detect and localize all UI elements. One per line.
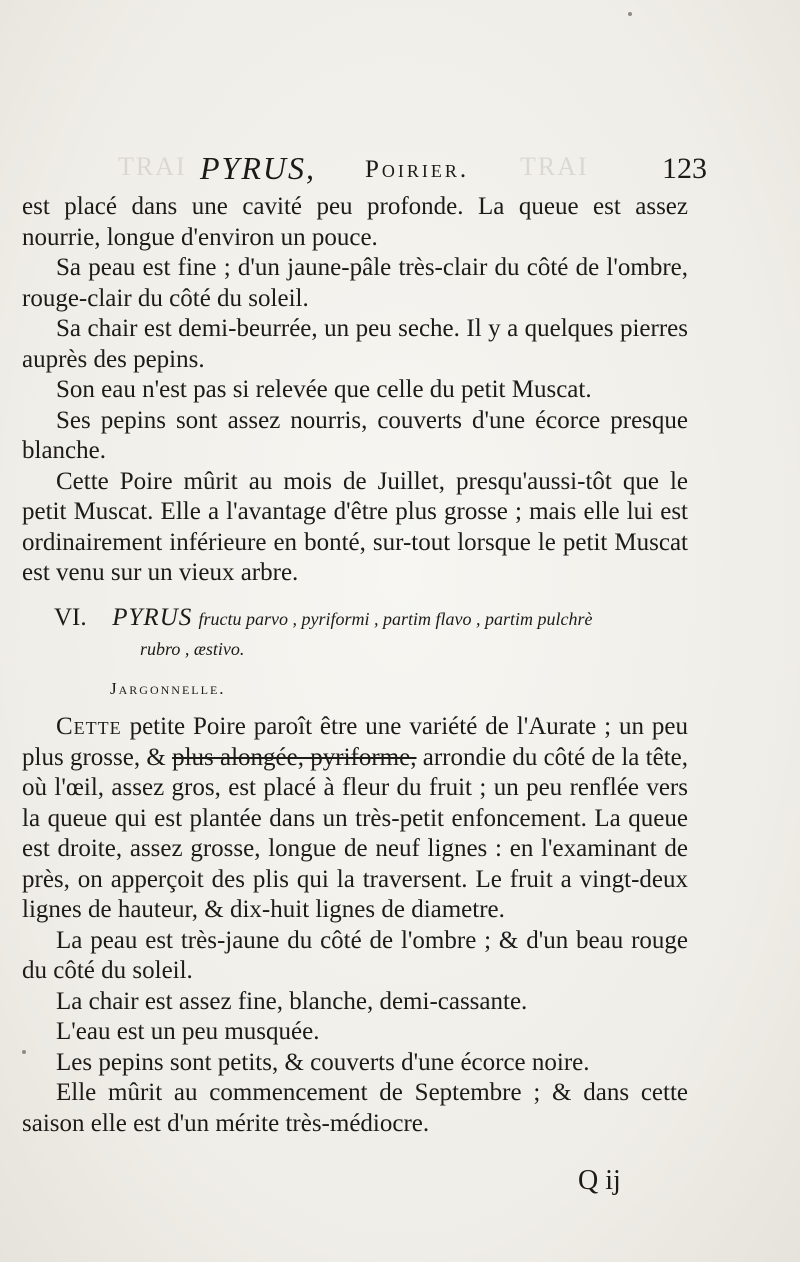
paragraph: Sa peau est fine ; d'un jaune-pâle très-clair du côté de l'ombre, rouge-clair du côté du soleil.: [22, 254, 688, 312]
paragraph: [22, 712, 688, 926]
page-number: 123: [662, 152, 707, 185]
paragraph: Sa chair est demi-beurrée, un peu seche. Il y a quelques pierres auprès des pepins.: [22, 315, 688, 373]
species-entry: [22, 603, 688, 664]
paragraph: La chair est assez fine, blanche, demi-cassante.: [56, 987, 528, 1015]
page-body: [22, 192, 688, 1139]
paragraph: Son eau n'est pas si relevée que celle du petit Muscat.: [56, 376, 592, 403]
entry-description: fructu parvo , pyriformi , partim flavo , partim pulchrè: [198, 608, 593, 629]
running-header: [0, 150, 800, 190]
entry-description-cont: rubro , æstivo.: [140, 638, 245, 659]
signature-mark: Q ij: [578, 1165, 621, 1196]
paragraph: Les pepins sont petits, & couverts d'une écorce noire.: [56, 1048, 590, 1076]
entry-genus: PYRUS: [112, 603, 193, 631]
lead-word: Cette: [56, 713, 122, 740]
variety-heading: Jargonnelle.: [110, 678, 226, 698]
paragraph: est placé dans une cavité peu profonde. La queue est assez nourrie, longue d'environ un pouce.: [22, 193, 688, 251]
paragraph: L'eau est un peu musquée.: [56, 1018, 320, 1045]
bleed-through-text: TRAI: [520, 152, 589, 181]
running-title: PYRUS,: [200, 150, 316, 186]
struck-text: plus alongée, pyriforme,: [172, 743, 417, 771]
bleed-through-text: TRAI: [118, 152, 187, 181]
paragraph-text: petite Poire paroît être une variété de l'Aurate ; un peu plus grosse, &: [22, 713, 688, 771]
ink-speck: [628, 12, 632, 16]
paragraph: Elle mûrit au commencement de Septembre ; & dans cette saison elle est d'un mérite très-médiocre.: [22, 1079, 688, 1137]
paragraph: La peau est très-jaune du côté de l'ombre ; & d'un beau rouge du côté du soleil.: [22, 926, 688, 984]
entry-number: VI.: [54, 603, 87, 631]
paragraph: Ses pepins sont assez nourris, couverts d'une écorce presque blanche.: [22, 406, 688, 464]
paragraph-text: arrondie du côté de la tête, où l'œil, assez gros, est placé à fleur du fruit ; un peu renflée vers la queue qui est plantée dans un très-petit enfoncement. La queue est droite, assez grosse, longue de neuf lignes : en l'examinant de près, on apperçoit des plis qui la traversent. Le fruit a vingt-deux lignes de hauteur, & dix-huit lignes de diametre.: [22, 743, 689, 923]
running-subtitle: Poirier.: [365, 156, 470, 183]
paragraph: Cette Poire mûrit au mois de Juillet, presqu'aussi-tôt que le petit Muscat. Elle a l'avantage d'être plus grosse ; mais elle lui est ordinairement inférieure en bonté, sur-tout lorsque le petit Muscat est venu sur un vieux arbre.: [22, 467, 688, 586]
